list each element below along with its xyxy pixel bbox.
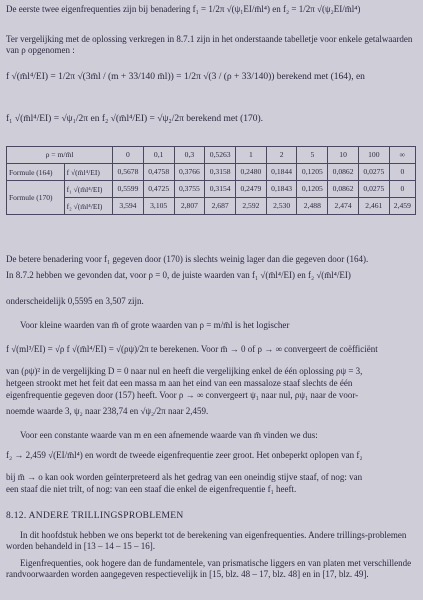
row-label: f₂ √(m̄l⁴/EI) (64, 198, 112, 215)
table-cell: 2,592 (236, 198, 267, 215)
frequency-table (6, 146, 416, 215)
table-cell: 2,459 (389, 198, 415, 215)
intro-line: De eerste twee eigenfrequenties zijn bij benadering f₁ = 1/2π √(ψ₁EI/m̄l⁴) en f₂ = 1/2π √(ψ₂EI/m̄l⁴) (6, 4, 361, 14)
paragraph-convergence-5: noemde waarde 3, ψ₂ naar 238,74 en √ψ₂/2π naar 2,459. (6, 406, 209, 416)
paragraph-f2-limit-2: bij m̄ → o kan ook worden geïnterpreteerd als het gedrag van een oneindig stijve staaf, of nog: van (6, 472, 363, 482)
table-row (7, 181, 416, 198)
paragraph-comparison: Ter vergelijking met de oplossing verkregen in 8.7.1 zijn in het onderstaande tabelletje voor enkele getalwaarden van ρ opgenomen : (6, 34, 413, 55)
paragraph-convergence-1: f √(ml³/EI) = √ρ f √(m̄l⁴/EI) = √(ρψ)/2π te berekenen. Voor m̄ → 0 of ρ → ∞ convergeert de coëfficiënt (6, 344, 378, 354)
col-header: ∞ (389, 147, 415, 164)
equation-164: f √(m̄l⁴/EI) = 1/2π √(3m̄l / (m + 33/140 m̄l)) = 1/2π √(3 / (ρ + 33/140)) berekend met (164), en (6, 72, 365, 82)
col-header: 0 (113, 147, 144, 164)
table-cell: 2,474 (328, 198, 359, 215)
table-row (7, 164, 416, 181)
col-header: 1 (236, 147, 267, 164)
table-header-row (7, 147, 416, 164)
col-header: 100 (358, 147, 389, 164)
section-heading: 8.12. ANDERE TRILLINGSPROBLEMEN (6, 511, 184, 521)
col-header: 5 (297, 147, 328, 164)
table-cell: 0,2480 (236, 164, 267, 181)
paragraph-convergence-4: eigenfrequentie gegeven door (157) heeft. Voor ρ → ∞ convergeert ψ₁ naar nul, ρψ₁ naar de voor- (6, 390, 359, 400)
table-cell: 0,1844 (266, 164, 297, 181)
table-cell: 0 (389, 181, 415, 198)
table-cell: 0,4758 (143, 164, 174, 181)
rho-header: ρ = m/m̄l (7, 147, 113, 164)
col-header: 0,3 (174, 147, 205, 164)
table-cell: 0,0275 (358, 164, 389, 181)
table-cell: 2,461 (358, 198, 389, 215)
table-cell: 0,0862 (328, 181, 359, 198)
row-group: Formule (164) (7, 164, 65, 181)
table-cell: 0,5599 (113, 181, 144, 198)
table-cell: 2,488 (297, 198, 328, 215)
paragraph-exact-values: In 8.7.2 hebben we gevonden dat, voor ρ = 0, de juiste waarden van f₁ √(m̄l⁴/EI) en f₂ √(m̄l⁴/EI) (6, 270, 351, 280)
table-cell: 0,0862 (328, 164, 359, 181)
row-label: f √(m̄l⁴/EI) (64, 164, 112, 181)
table-cell: 0,0275 (358, 181, 389, 198)
paragraph-constant-m: Voor een constante waarde van m en een afnemende waarde van m̄ vinden we dus: (20, 430, 318, 440)
col-header: 10 (328, 147, 359, 164)
table-cell: 0 (389, 164, 415, 181)
table-cell: 0,4725 (143, 181, 174, 198)
row-group: Formule (170) (7, 181, 65, 215)
col-header: 0,5263 (205, 147, 236, 164)
table-cell: 0,3766 (174, 164, 205, 181)
table-cell: 0,1205 (297, 164, 328, 181)
paragraph-f2-limit-1: f₂ → 2,459 √(EI/m̄l⁴) en wordt de tweede eigenfrequentie zeer groot. Het onbeperkt oplopen van f₂ (6, 450, 363, 460)
paragraph-f2-limit-3: een staaf die niet trilt, of nog: van een staaf die enkel de eigenfrequentie f₁ heeft. (6, 484, 297, 494)
paragraph-convergence-3: hetgeen strookt met het feit dat een massa m aan het eind van een massaloze staaf slechts de één (6, 378, 353, 388)
table-cell: 0,3755 (174, 181, 205, 198)
equation-170: f₁ √(m̄l⁴/EI) = √ψ₁/2π en f₂ √(m̄l⁴/EI) = √ψ₂/2π berekend met (170). (6, 114, 264, 124)
table-cell: 3,594 (113, 198, 144, 215)
table-cell: 0,2479 (236, 181, 267, 198)
paragraph-convergence-2: van (ρψ)² in de vergelijking D = 0 naar nul en heeft die vergelijking enkel de één oplossing ρψ = 3, (6, 366, 363, 376)
paragraph-small-m: Voor kleine waarden van m̄ of grote waarden van ρ = m/m̄l is het logischer (20, 320, 290, 330)
col-header: 0,1 (143, 147, 174, 164)
table-cell: 0,5678 (113, 164, 144, 181)
table-cell: 2,530 (266, 198, 297, 215)
table-cell: 0,1843 (266, 181, 297, 198)
paragraph-better-approx: De betere benadering voor f₁ gegeven door (170) is slechts weinig lager dan die gegeven door (164). (6, 254, 369, 264)
table-cell: 0,3154 (205, 181, 236, 198)
table-cell: 3,105 (143, 198, 174, 215)
paragraph-other-problems: In dit hoofdstuk hebben we ons beperkt tot de berekening van eigenfrequenties. Andere trillings-problemen worden behandeld in [13 – 14 – 15 – 16]. (6, 530, 407, 551)
table-cell: 0,3158 (205, 164, 236, 181)
table-cell: 2,687 (205, 198, 236, 215)
table-cell: 0,1205 (297, 181, 328, 198)
row-label: f₁ √(m̄l⁴/EI) (64, 181, 112, 198)
paragraph-exact-values-cont: onderscheidelijk 0,5595 en 3,507 zijn. (6, 296, 144, 306)
table-cell: 2,807 (174, 198, 205, 215)
col-header: 2 (266, 147, 297, 164)
table-row (7, 198, 416, 215)
paragraph-references: Eigenfrequenties, ook hogere dan de fundamentele, van prismatische liggers en van platen met verschillende randvoorwaarden worden aangegeven respectievelijk in [15, blz. 48 – 17, blz. 48] en in [17, blz. 49]. (6, 558, 412, 579)
